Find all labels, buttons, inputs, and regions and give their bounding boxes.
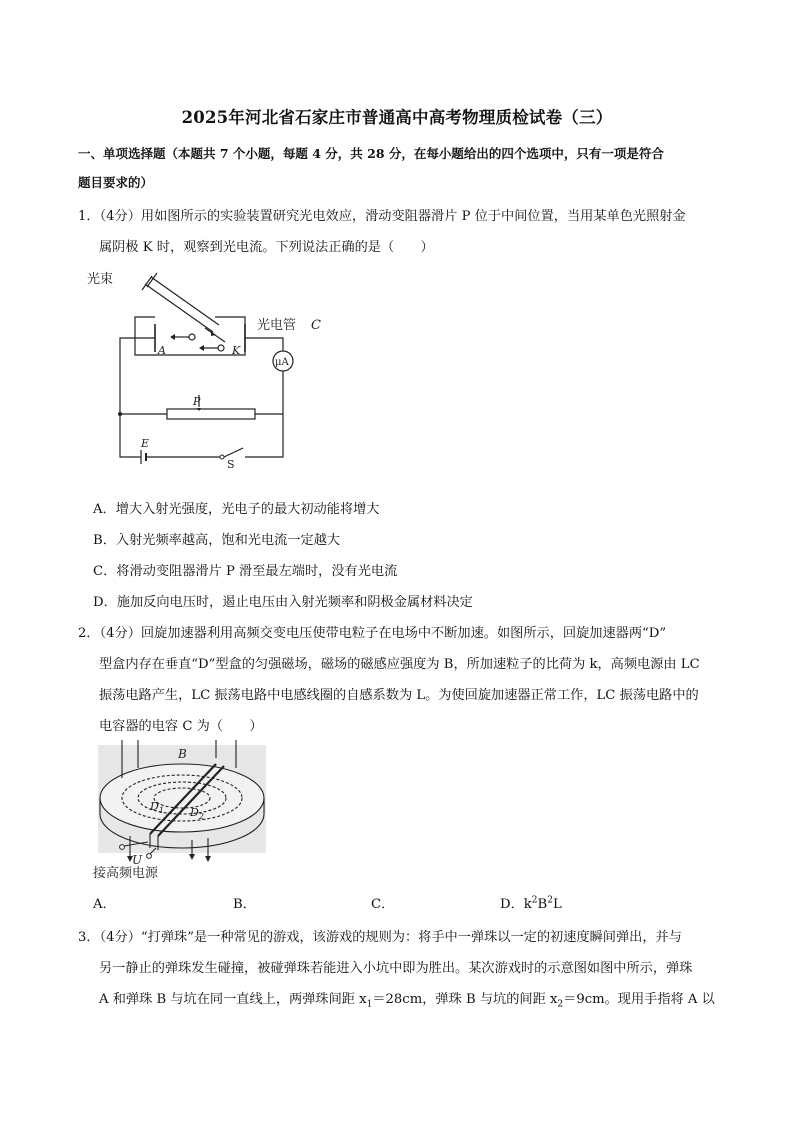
- microammeter-label: μA: [275, 357, 289, 368]
- q1-stem-line-1: 1．（4分）用如图所示的实验装置研究光电效应，滑动变阻器滑片 P 位于中间位置，当用某单色光照射金: [78, 209, 686, 224]
- beam-label: 光束: [87, 272, 114, 287]
- q2-stem-line-4: 电容器的电容 C 为（ ）: [99, 719, 263, 734]
- hf-source-caption: 接高频电源: [93, 866, 159, 881]
- q3-stem-line-1: 3．（4分）“打弹珠”是一种常见的游戏，该游戏的规则为：将手中一弹珠以一定的初速度瞬间弹出，并与: [78, 930, 682, 945]
- q2-stem-line-2: 型盒内存在垂直“D”型盒的匀强磁场，磁场的磁感应强度为 B，所加速粒子的比荷为 k，高频电源由 LC: [99, 657, 700, 672]
- section-heading-line-2: 题目要求的）: [78, 175, 154, 190]
- slider-label: P: [193, 395, 201, 408]
- q1-stem-line-2: 属阴极 K 时，观察到光电流。下列说法正确的是（ ）: [99, 240, 434, 255]
- q1-option-b: B．入射光频率越高，饱和光电流一定越大: [93, 533, 341, 548]
- d1-label: $D_1$: [150, 800, 164, 815]
- tube-symbol: C: [311, 318, 321, 333]
- q1-circuit-figure: [85, 262, 321, 472]
- q2-option-b: B．: [233, 897, 256, 912]
- q2-stem-line-3: 振荡电路产生，LC 振荡电路中电感线圈的自感系数为 L。为使回旋加速器正常工作，LC 振荡电路中的: [99, 688, 699, 703]
- q1-option-d: D．施加反向电压时，遏止电压由入射光频率和阴极金属材料决定: [93, 595, 473, 610]
- cathode-label: K: [232, 344, 241, 357]
- q2-option-d: D．$k^2B^2L$: [500, 895, 562, 912]
- anode-label: A: [158, 344, 166, 357]
- q1-option-c: C．将滑动变阻器滑片 P 滑至最左端时，没有光电流: [93, 564, 398, 579]
- d2-label: $D_2$: [190, 806, 204, 821]
- q2-stem-line-1: 2．（4分）回旋加速器利用高频交变电压使带电粒子在电场中不断加速。如图所示，回旋加速器两“D”: [78, 626, 667, 641]
- q3-stem-line-3: A 和弹珠 B 与坑在同一直线上，两弹珠间距 $x_1=28cm$，弹珠 B 与坑的间距 $x_2=9cm$。现用手指将 A 以: [99, 992, 715, 1010]
- page-title: 2025年河北省石家庄市普通高中高考物理质检试卷（三）: [181, 108, 613, 127]
- q2-cyclotron-figure: [88, 740, 288, 882]
- switch-label: S: [227, 458, 235, 471]
- section-heading-line-1: 一、单项选择题（本题共 7 个小题，每题 4 分，共 28 分，在每小题给出的四个选项中，只有一项是符合: [78, 146, 664, 161]
- section-heading: [78, 139, 718, 197]
- emf-label: E: [141, 437, 150, 450]
- q1-option-a: A．增大入射光强度，光电子的最大初动能将增大: [93, 502, 380, 517]
- q2-option-a: A．: [93, 897, 116, 912]
- voltage-u-label: U: [132, 853, 143, 867]
- q2-option-c: C．: [371, 897, 395, 912]
- q3-stem-line-2: 另一静止的弹珠发生碰撞，被碰弹珠若能进入小坑中即为胜出。某次游戏时的示意图如图中所示，弹珠: [99, 961, 693, 976]
- field-b-label: B: [178, 747, 187, 761]
- tube-label: 光电管: [257, 318, 297, 333]
